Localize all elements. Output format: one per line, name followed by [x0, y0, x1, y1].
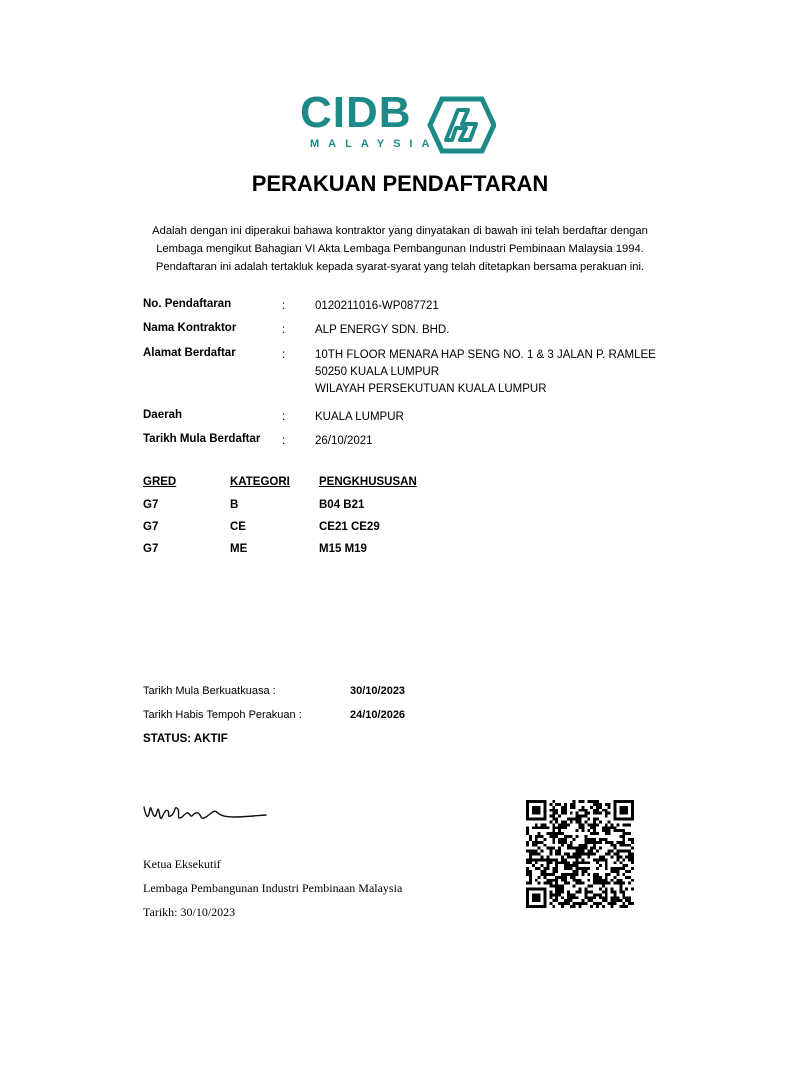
header-grade: GRED: [143, 476, 177, 488]
field-label: Tarikh Mula Berdaftar: [143, 433, 261, 445]
field-colon: :: [282, 411, 286, 423]
field-value: ALP ENERGY SDN. BHD.: [315, 324, 450, 336]
qr-code: [526, 800, 634, 908]
category-cell: B: [230, 499, 239, 511]
intro-paragraph: [130, 222, 670, 276]
signature-date: Tarikh: 30/10/2023: [143, 905, 236, 919]
effective-date-label: Tarikh Mula Berkuatkuasa :: [143, 685, 276, 697]
address-line: 50250 KUALA LUMPUR: [315, 366, 440, 378]
grade-cell: G7: [143, 521, 159, 533]
logo-subtext: MALAYSIA: [310, 138, 439, 150]
field-value: 0120211016-WP087721: [315, 300, 439, 312]
logo-text: CIDB: [300, 88, 412, 137]
category-cell: CE: [230, 521, 246, 533]
field-label: Daerah: [143, 409, 182, 421]
cidb-hexagon-icon: [422, 96, 496, 154]
specialization-cell: CE21 CE29: [319, 521, 380, 533]
status-badge: STATUS: AKTIF: [143, 733, 228, 745]
intro-line: Lembaga mengikut Bahagian VI Akta Lembaga Pembangunan Industri Pembinaan Malaysia 1994.: [156, 243, 644, 255]
field-value: 26/10/2021: [315, 435, 373, 447]
address-line: 10TH FLOOR MENARA HAP SENG NO. 1 & 3 JALAN P. RAMLEE: [315, 349, 656, 361]
grade-cell: G7: [143, 543, 159, 555]
effective-date-value: 30/10/2023: [350, 685, 406, 697]
cidb-logo: [300, 88, 500, 160]
intro-line: Adalah dengan ini diperakui bahawa kontraktor yang dinyatakan di bawah ini telah berdaftar dengan: [152, 225, 648, 237]
field-colon: :: [282, 435, 286, 447]
field-colon: :: [282, 324, 286, 336]
header-category: KATEGORI: [230, 476, 290, 488]
signature-image: [140, 795, 270, 829]
field-label: Alamat Berdaftar: [143, 347, 236, 359]
address-line: WILAYAH PERSEKUTUAN KUALA LUMPUR: [315, 383, 547, 395]
field-colon: :: [282, 300, 286, 312]
field-label: Nama Kontraktor: [143, 322, 237, 334]
specialization-cell: M15 M19: [319, 543, 367, 555]
category-cell: ME: [230, 543, 248, 555]
field-label: No. Pendaftaran: [143, 298, 232, 310]
expiry-date-value: 24/10/2026: [350, 709, 406, 721]
header-specialization: PENGKHUSUSAN: [319, 476, 417, 488]
expiry-date-label: Tarikh Habis Tempoh Perakuan :: [143, 709, 302, 721]
grade-cell: G7: [143, 499, 159, 511]
page-title: PERAKUAN PENDAFTARAN: [251, 171, 549, 196]
signatory-organization: Lembaga Pembangunan Industri Pembinaan Malaysia: [143, 881, 403, 895]
intro-line: Pendaftaran ini adalah tertakluk kepada syarat-syarat yang telah ditetapkan bersama perakuan ini.: [155, 261, 645, 273]
signatory-title: Ketua Eksekutif: [143, 857, 221, 871]
specialization-cell: B04 B21: [319, 499, 365, 511]
field-value: [315, 347, 715, 398]
field-value: KUALA LUMPUR: [315, 411, 404, 423]
field-colon: :: [282, 349, 286, 361]
